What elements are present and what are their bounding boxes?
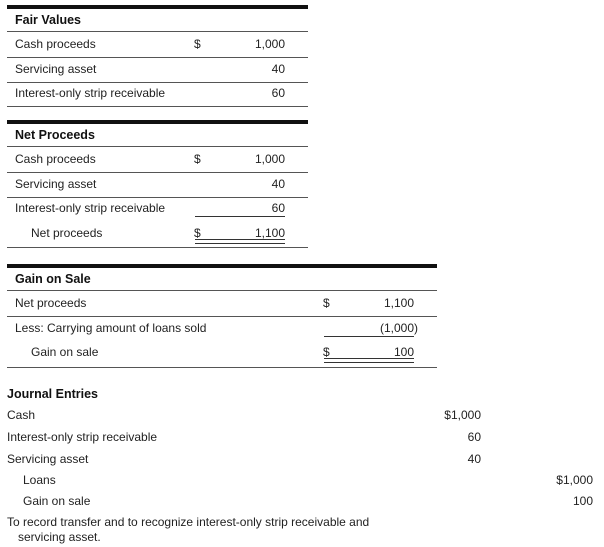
total-double-underline: [324, 358, 414, 363]
gain-carrying-amount-label: Less: Carrying amount of loans sold: [15, 321, 207, 335]
row-divider: [7, 31, 308, 32]
fair-values-strip-value: 60: [271, 86, 285, 100]
gain-on-sale-total-dollar: $: [323, 345, 330, 359]
net-proceeds-cash-value: 1,000: [254, 152, 285, 166]
row-divider: [7, 367, 437, 368]
fair-values-title: Fair Values: [15, 13, 82, 27]
net-proceeds-cash-dollar: $: [194, 152, 201, 166]
subtotal-underline: [324, 336, 414, 337]
gain-net-proceeds-value: 1,100: [383, 296, 414, 310]
subtotal-underline: [195, 216, 285, 217]
table-top-rule: [7, 264, 437, 268]
row-divider: [7, 57, 308, 58]
gain-net-proceeds-dollar: $: [323, 296, 330, 310]
total-double-underline: [195, 239, 285, 244]
row-divider: [7, 316, 437, 317]
row-divider: [7, 146, 308, 147]
gain-on-sale-title: Gain on Sale: [15, 272, 91, 286]
journal-note-line-2: servicing asset.: [18, 530, 101, 544]
net-proceeds-servicing-label: Servicing asset: [15, 177, 97, 191]
row-divider: [7, 197, 308, 198]
fair-values-cash-dollar: $: [194, 37, 201, 51]
fair-values-servicing-value: 40: [271, 62, 285, 76]
row-divider: [7, 172, 308, 173]
journal-entries-title: Journal Entries: [7, 387, 98, 401]
journal-account-loans: Loans: [23, 473, 56, 487]
journal-debit-servicing: 40: [467, 452, 481, 466]
journal-account-strip: Interest-only strip receivable: [7, 430, 158, 444]
net-proceeds-table: [7, 120, 308, 250]
gain-net-proceeds-label: Net proceeds: [15, 296, 87, 310]
fair-values-strip-label: Interest-only strip receivable: [15, 86, 166, 100]
row-divider: [7, 290, 437, 291]
net-proceeds-total-value: 1,100: [254, 226, 285, 240]
table-top-rule: [7, 5, 308, 9]
gain-on-sale-total-value: 100: [393, 345, 414, 359]
gain-on-sale-table: [7, 264, 437, 370]
row-divider: [7, 106, 308, 107]
fair-values-cash-label: Cash proceeds: [15, 37, 96, 51]
fair-values-table: [7, 5, 308, 107]
gain-carrying-amount-value: (1,000): [379, 321, 418, 335]
journal-credit-gain: 100: [572, 494, 593, 508]
journal-account-cash: Cash: [7, 408, 36, 422]
journal-debit-strip: 60: [467, 430, 481, 444]
net-proceeds-total-label: Net proceeds: [31, 226, 103, 240]
journal-credit-loans: $1,000: [556, 473, 593, 487]
row-divider: [7, 247, 308, 248]
net-proceeds-servicing-value: 40: [271, 177, 285, 191]
fair-values-cash-value: 1,000: [254, 37, 285, 51]
net-proceeds-title: Net Proceeds: [15, 128, 95, 142]
gain-on-sale-total-label: Gain on sale: [31, 345, 99, 359]
row-divider: [7, 82, 308, 83]
net-proceeds-strip-value: 60: [271, 201, 285, 215]
table-top-rule: [7, 120, 308, 124]
journal-account-gain: Gain on sale: [23, 494, 91, 508]
net-proceeds-strip-label: Interest-only strip receivable: [15, 201, 166, 215]
journal-note-line-1: To record transfer and to recognize interest-only strip receivable and: [7, 515, 370, 529]
net-proceeds-total-dollar: $: [194, 226, 201, 240]
net-proceeds-cash-label: Cash proceeds: [15, 152, 96, 166]
journal-account-servicing: Servicing asset: [7, 452, 89, 466]
journal-debit-cash: $1,000: [444, 408, 481, 422]
fair-values-servicing-label: Servicing asset: [15, 62, 97, 76]
